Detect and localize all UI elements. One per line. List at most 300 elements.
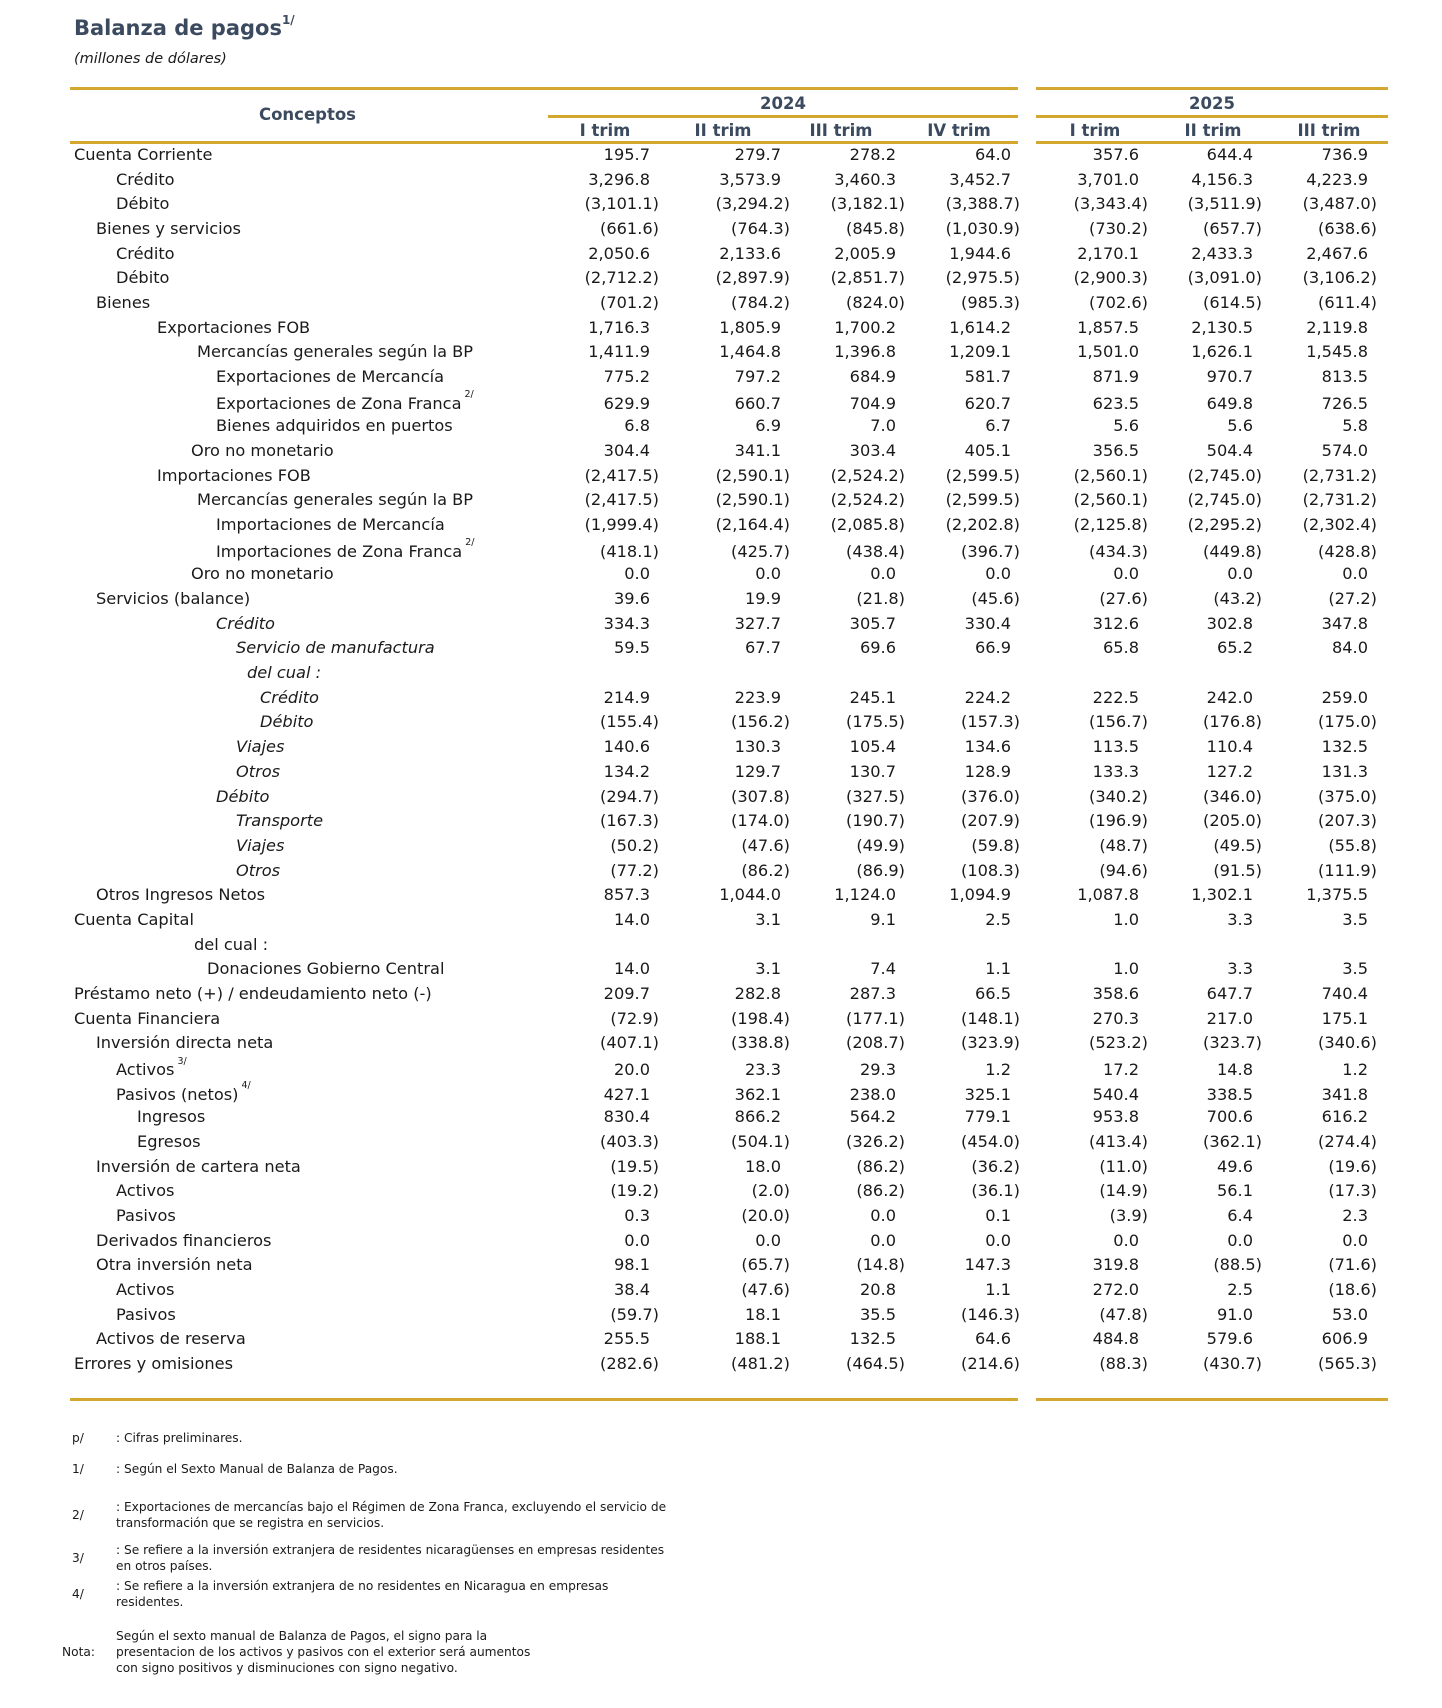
- cell-value: 2,119.8: [1306, 317, 1368, 337]
- top-rule-2025: [1036, 87, 1388, 90]
- cell-value: 726.5: [1321, 393, 1368, 413]
- cell-value: 282.8: [734, 983, 781, 1003]
- cell-value: 1,805.9: [719, 317, 781, 337]
- cell-value: (14.8): [856, 1255, 905, 1275]
- row-label: Viajes: [236, 835, 285, 855]
- cell-value: 358.6: [1092, 983, 1139, 1003]
- cell-value: (207.3): [1318, 811, 1377, 831]
- table-row: [0, 984, 1442, 1008]
- cell-value: 64.6: [974, 1329, 1011, 1349]
- row-label: Bienes: [96, 293, 151, 313]
- footnote-text: : Exportaciones de mercancías bajo el Régimen de Zona Franca, excluyendo el servicio de transformación que se registra en servicios.: [116, 1500, 667, 1530]
- cell-value: (2,302.4): [1302, 515, 1377, 535]
- cell-value: (2,560.1): [1073, 465, 1148, 485]
- concepts-column-header: Conceptos: [258, 105, 357, 124]
- table-row: [0, 170, 1442, 194]
- cell-value: (2,125.8): [1073, 515, 1148, 535]
- cell-value: 405.1: [964, 441, 1011, 461]
- cell-value: 1,396.8: [834, 342, 896, 362]
- cell-value: 3,460.3: [834, 169, 896, 189]
- cell-value: 132.5: [849, 1329, 896, 1349]
- cell-value: 110.4: [1206, 737, 1253, 757]
- cell-value: 0.3: [624, 1205, 650, 1225]
- cell-value: 29.3: [859, 1059, 896, 1079]
- cell-value: (55.8): [1328, 835, 1377, 855]
- cell-value: 132.5: [1321, 737, 1368, 757]
- table-row: [0, 1132, 1442, 1156]
- cell-value: (985.3): [961, 293, 1020, 313]
- quarter-header: III trim: [809, 121, 873, 140]
- cell-value: 4,223.9: [1306, 169, 1368, 189]
- cell-value: 0.0: [870, 564, 896, 584]
- cell-value: (86.2): [741, 860, 790, 880]
- table-row: [0, 564, 1442, 588]
- cell-value: (2,560.1): [1073, 490, 1148, 510]
- cell-value: (2,590.1): [715, 465, 790, 485]
- table-row: [0, 1009, 1442, 1033]
- cell-value: 0.0: [985, 1230, 1011, 1250]
- cell-value: (824.0): [846, 293, 905, 313]
- cell-value: (47.6): [741, 1279, 790, 1299]
- cell-value: 1,375.5: [1306, 885, 1368, 905]
- cell-value: (2,164.4): [715, 515, 790, 535]
- cell-value: 17.2: [1102, 1059, 1139, 1079]
- footnote-key: 3/: [72, 1551, 84, 1565]
- cell-value: 647.7: [1206, 983, 1253, 1003]
- cell-value: 279.7: [734, 145, 781, 164]
- cell-value: 5.6: [1227, 416, 1253, 436]
- table-row: [0, 466, 1442, 490]
- cell-value: (327.5): [846, 786, 905, 806]
- cell-value: (43.2): [1213, 589, 1262, 609]
- table-row: [0, 515, 1442, 539]
- title-footnote-ref: 1/: [281, 13, 295, 27]
- cell-value: (86.2): [856, 1156, 905, 1176]
- cell-value: 1,302.1: [1191, 885, 1253, 905]
- row-label: Oro no monetario: [191, 441, 334, 461]
- row-label: Mercancías generales según la BP: [197, 490, 474, 510]
- cell-value: 1,700.2: [834, 317, 896, 337]
- cell-value: 147.3: [964, 1255, 1011, 1275]
- table-row: [0, 663, 1442, 687]
- cell-value: (323.9): [961, 1033, 1020, 1053]
- cell-value: (208.7): [846, 1033, 905, 1053]
- cell-value: 18.1: [744, 1304, 781, 1324]
- cell-value: (323.7): [1203, 1033, 1262, 1053]
- cell-value: 2.3: [1342, 1205, 1368, 1225]
- cell-value: 338.5: [1206, 1084, 1253, 1104]
- cell-value: (86.2): [856, 1181, 905, 1201]
- cell-value: 1,464.8: [719, 342, 781, 362]
- cell-value: (425.7): [731, 541, 790, 561]
- cell-value: (27.2): [1328, 589, 1377, 609]
- cell-value: 866.2: [734, 1107, 781, 1127]
- cell-value: 302.8: [1206, 613, 1253, 633]
- cell-value: 238.0: [849, 1084, 896, 1104]
- cell-value: 2,133.6: [719, 243, 781, 263]
- cell-value: (454.0): [961, 1131, 1020, 1151]
- cell-value: 65.2: [1216, 638, 1253, 658]
- cell-value: 3.5: [1342, 909, 1368, 929]
- cell-value: (175.5): [846, 712, 905, 732]
- cell-value: 3.3: [1227, 959, 1253, 979]
- cell-value: (3,106.2): [1302, 268, 1377, 288]
- row-label: Crédito: [216, 613, 275, 633]
- table-row: [0, 1231, 1442, 1255]
- cell-value: 1.1: [985, 1279, 1011, 1299]
- cell-value: 209.7: [603, 983, 650, 1003]
- row-label: Préstamo neto (+) / endeudamiento neto (-): [74, 983, 432, 1003]
- table-row: [0, 441, 1442, 465]
- row-label: Crédito: [260, 687, 319, 707]
- cell-value: 6.9: [755, 416, 781, 436]
- cell-value: 91.0: [1216, 1304, 1253, 1324]
- cell-value: (449.8): [1203, 541, 1262, 561]
- cell-value: 0.0: [1342, 564, 1368, 584]
- cell-value: (2,417.5): [584, 490, 659, 510]
- cell-value: 327.7: [734, 613, 781, 633]
- cell-value: (464.5): [846, 1354, 905, 1373]
- cell-value: 14.0: [613, 909, 650, 929]
- cell-value: (338.8): [731, 1033, 790, 1053]
- cell-value: (27.6): [1099, 589, 1148, 609]
- cell-value: 0.0: [1227, 564, 1253, 584]
- cell-value: 7.0: [870, 416, 896, 436]
- cell-value: (2,897.9): [715, 268, 790, 288]
- cell-value: (48.7): [1099, 835, 1148, 855]
- table-row: [0, 1080, 1442, 1109]
- cell-value: 84.0: [1331, 638, 1368, 658]
- cell-value: (504.1): [731, 1131, 790, 1151]
- cell-value: (65.7): [741, 1255, 790, 1275]
- cell-value: 857.3: [603, 885, 650, 905]
- cell-value: 20.8: [859, 1279, 896, 1299]
- cell-value: (72.9): [610, 1008, 659, 1028]
- table-row: [0, 1157, 1442, 1181]
- cell-value: (294.7): [600, 786, 659, 806]
- cell-value: (190.7): [846, 811, 905, 831]
- table-row: [0, 861, 1442, 885]
- cell-value: (340.6): [1318, 1033, 1377, 1053]
- cell-value: (403.3): [600, 1131, 659, 1151]
- cell-value: (2,590.1): [715, 490, 790, 510]
- cell-value: (2,295.2): [1187, 515, 1262, 535]
- table-row: [0, 367, 1442, 391]
- row-label: Errores y omisiones: [74, 1354, 234, 1373]
- cell-value: 797.2: [734, 367, 781, 387]
- cell-value: 341.8: [1321, 1084, 1368, 1104]
- cell-value: (86.9): [856, 860, 905, 880]
- row-label: Cuenta Financiera: [74, 1008, 221, 1028]
- cell-value: 3,296.8: [588, 169, 650, 189]
- cell-value: (94.6): [1099, 860, 1148, 880]
- table-row: [0, 537, 1442, 566]
- cell-value: 3,452.7: [949, 169, 1011, 189]
- cell-value: 6.8: [624, 416, 650, 436]
- cell-value: 69.6: [859, 638, 896, 658]
- cell-value: 270.3: [1092, 1008, 1139, 1028]
- header-bottom-rule-2024: [70, 141, 1018, 144]
- row-label: Débito: [260, 712, 314, 732]
- cell-value: (375.0): [1318, 786, 1377, 806]
- footnote-key: 2/: [72, 1508, 84, 1522]
- quarter-header: II trim: [1184, 121, 1242, 140]
- cell-value: (3,182.1): [830, 194, 905, 214]
- row-label: Importaciones de Mercancía: [216, 515, 445, 535]
- cell-value: (307.8): [731, 786, 790, 806]
- cell-value: (19.2): [610, 1181, 659, 1201]
- row-label: Pasivos: [116, 1304, 176, 1324]
- cell-value: 3.5: [1342, 959, 1368, 979]
- table-row: [0, 787, 1442, 811]
- cell-value: (19.6): [1328, 1156, 1377, 1176]
- table-row: [0, 836, 1442, 860]
- row-label: Inversión de cartera neta: [96, 1156, 301, 1176]
- cell-value: 347.8: [1321, 613, 1368, 633]
- cell-value: 1,209.1: [949, 342, 1011, 362]
- cell-value: (156.7): [1089, 712, 1148, 732]
- cell-value: 581.7: [964, 367, 1011, 387]
- table-row: [0, 638, 1442, 662]
- footnote-key: p/: [72, 1431, 84, 1445]
- cell-value: (177.1): [846, 1008, 905, 1028]
- cell-value: 56.1: [1216, 1181, 1253, 1201]
- cell-value: 540.4: [1092, 1084, 1139, 1104]
- cell-value: (438.4): [846, 541, 905, 561]
- cell-value: (146.3): [961, 1304, 1020, 1324]
- cell-value: (396.7): [961, 541, 1020, 561]
- year-rule-2024: [548, 115, 1018, 118]
- table-row: [0, 762, 1442, 786]
- table-row: [0, 318, 1442, 342]
- cell-value: (2,851.7): [830, 268, 905, 288]
- footnote-key: 1/: [72, 1462, 84, 1476]
- table-row: [0, 910, 1442, 934]
- year-header-2025: 2025: [1189, 94, 1235, 113]
- cell-value: 427.1: [603, 1084, 650, 1104]
- row-label: Cuenta Corriente: [74, 145, 213, 164]
- footnote-text: : Se refiere a la inversión extranjera de no residentes en Nicaragua en empresas residentes.: [116, 1579, 609, 1609]
- cell-value: 2,433.3: [1191, 243, 1253, 263]
- table-row: [0, 416, 1442, 440]
- row-label: Crédito: [116, 169, 175, 189]
- cell-value: 18.0: [744, 1156, 781, 1176]
- cell-value: (20.0): [741, 1205, 790, 1225]
- cell-value: (36.1): [971, 1181, 1020, 1201]
- cell-value: 1,626.1: [1191, 342, 1253, 362]
- table-row: [0, 688, 1442, 712]
- table-row: [0, 1305, 1442, 1329]
- table-row: [0, 712, 1442, 736]
- cell-value: (282.6): [600, 1354, 659, 1373]
- cell-value: 1.0: [1113, 909, 1139, 929]
- cell-value: (3,487.0): [1302, 194, 1377, 214]
- cell-value: 1.1: [985, 959, 1011, 979]
- cell-value: 0.0: [870, 1205, 896, 1225]
- cell-value: 303.4: [849, 441, 896, 461]
- cell-value: 616.2: [1321, 1107, 1368, 1127]
- cell-value: 105.4: [849, 737, 896, 757]
- cell-value: (77.2): [610, 860, 659, 880]
- cell-value: (3,101.1): [584, 194, 659, 214]
- cell-value: (340.2): [1089, 786, 1148, 806]
- table-row: [0, 1181, 1442, 1205]
- cell-value: 188.1: [734, 1329, 781, 1349]
- table-row: [0, 1255, 1442, 1279]
- cell-value: 1.2: [985, 1059, 1011, 1079]
- cell-value: 0.0: [624, 1230, 650, 1250]
- cell-value: 23.3: [744, 1059, 781, 1079]
- cell-value: (611.4): [1318, 293, 1377, 313]
- cell-value: (638.6): [1318, 219, 1377, 239]
- cell-value: (175.0): [1318, 712, 1377, 732]
- cell-value: (413.4): [1089, 1131, 1148, 1151]
- cell-value: 6.7: [985, 416, 1011, 436]
- cell-value: 2,467.6: [1306, 243, 1368, 263]
- cell-value: 1.0: [1113, 959, 1139, 979]
- row-label: Ingresos: [137, 1107, 206, 1127]
- cell-value: (702.6): [1089, 293, 1148, 313]
- cell-value: (2,731.2): [1302, 490, 1377, 510]
- quarter-header: I trim: [1069, 121, 1121, 140]
- cell-value: (49.5): [1213, 835, 1262, 855]
- table-row: [0, 1354, 1442, 1378]
- table-row: [0, 737, 1442, 761]
- cell-value: 20.0: [613, 1059, 650, 1079]
- row-label: Débito: [116, 268, 170, 288]
- cell-value: 3.1: [755, 909, 781, 929]
- cell-value: (2,712.2): [584, 268, 659, 288]
- cell-value: 3,701.0: [1077, 169, 1139, 189]
- cell-value: 5.6: [1113, 416, 1139, 436]
- cell-value: 134.6: [964, 737, 1011, 757]
- cell-value: 127.2: [1206, 761, 1253, 781]
- footnote-ref: 2/: [464, 389, 474, 401]
- cell-value: 133.3: [1092, 761, 1139, 781]
- row-label: Crédito: [116, 243, 175, 263]
- cell-value: 356.5: [1092, 441, 1139, 461]
- cell-value: 2,130.5: [1191, 317, 1253, 337]
- cell-value: 564.2: [849, 1107, 896, 1127]
- cell-value: 1,857.5: [1077, 317, 1139, 337]
- footnote-text: Según el sexto manual de Balanza de Pagos, el signo para la presentacion de los activos y pasivos con el exterior será aumentos con signo positivos y disminuciones con signo negativo.: [116, 1629, 531, 1675]
- cell-value: (2,745.0): [1187, 465, 1262, 485]
- cell-value: 2.5: [985, 909, 1011, 929]
- cell-value: 39.6: [613, 589, 650, 609]
- cell-value: (196.9): [1089, 811, 1148, 831]
- cell-value: (18.6): [1328, 1279, 1377, 1299]
- cell-value: 504.4: [1206, 441, 1253, 461]
- table-row: [0, 959, 1442, 983]
- cell-value: 1,044.0: [719, 885, 781, 905]
- cell-value: 0.0: [755, 1230, 781, 1250]
- footnote-ref: 4/: [241, 1080, 251, 1092]
- cell-value: 740.4: [1321, 983, 1368, 1003]
- cell-value: (214.6): [961, 1354, 1020, 1373]
- row-label: Otros: [236, 761, 281, 781]
- cell-value: (71.6): [1328, 1255, 1377, 1275]
- cell-value: 128.9: [964, 761, 1011, 781]
- cell-value: 1,501.0: [1077, 342, 1139, 362]
- cell-value: 1,411.9: [588, 342, 650, 362]
- cell-value: (91.5): [1213, 860, 1262, 880]
- table-row: [0, 589, 1442, 613]
- cell-value: (2,599.5): [945, 465, 1020, 485]
- cell-value: 357.6: [1092, 145, 1139, 164]
- cell-value: 484.8: [1092, 1329, 1139, 1349]
- footnote-ref: 3/: [177, 1055, 187, 1067]
- bottom-rule-2024: [70, 1398, 1018, 1401]
- cell-value: 660.7: [734, 393, 781, 413]
- row-label: Cuenta Capital: [74, 909, 194, 929]
- row-label: Servicio de manufactura: [236, 638, 435, 658]
- cell-value: (407.1): [600, 1033, 659, 1053]
- cell-value: 140.6: [603, 737, 650, 757]
- cell-value: 0.0: [1113, 1230, 1139, 1250]
- cell-value: (274.4): [1318, 1131, 1377, 1151]
- cell-value: 775.2: [603, 367, 650, 387]
- cell-value: (148.1): [961, 1008, 1020, 1028]
- cell-value: 242.0: [1206, 687, 1253, 707]
- row-label: Débito: [216, 786, 270, 806]
- cell-value: 98.1: [613, 1255, 650, 1275]
- table-row: [0, 1107, 1442, 1131]
- cell-value: 278.2: [849, 145, 896, 164]
- cell-value: (428.8): [1318, 541, 1377, 561]
- cell-value: (362.1): [1203, 1131, 1262, 1151]
- cell-value: (174.0): [731, 811, 790, 831]
- row-label: Bienes adquiridos en puertos: [216, 416, 453, 436]
- cell-value: 953.8: [1092, 1107, 1139, 1127]
- cell-value: (523.2): [1089, 1033, 1148, 1053]
- cell-value: 2,005.9: [834, 243, 896, 263]
- cell-value: (198.4): [731, 1008, 790, 1028]
- table-row: [0, 194, 1442, 218]
- cell-value: 970.7: [1206, 367, 1253, 387]
- cell-value: 629.9: [603, 393, 650, 413]
- cell-value: (14.9): [1099, 1181, 1148, 1201]
- cell-value: (701.2): [600, 293, 659, 313]
- cell-value: 574.0: [1321, 441, 1368, 461]
- cell-value: (21.8): [856, 589, 905, 609]
- cell-value: 1,944.6: [949, 243, 1011, 263]
- cell-value: 1,124.0: [834, 885, 896, 905]
- cell-value: 0.1: [985, 1205, 1011, 1225]
- cell-value: (376.0): [961, 786, 1020, 806]
- cell-value: 64.0: [974, 145, 1011, 164]
- cell-value: (2,975.5): [945, 268, 1020, 288]
- cell-value: 59.5: [613, 638, 650, 658]
- row-label: Viajes: [236, 737, 285, 757]
- cell-value: (47.8): [1099, 1304, 1148, 1324]
- table-row: [0, 1280, 1442, 1304]
- cell-value: 304.4: [603, 441, 650, 461]
- row-label: Bienes y servicios: [96, 219, 241, 239]
- row-label: Exportaciones FOB: [157, 317, 311, 337]
- table-row: [0, 268, 1442, 292]
- row-label: Exportaciones de Zona Franca $^{2/}$: [216, 389, 474, 413]
- cell-value: 330.4: [964, 613, 1011, 633]
- cell-value: 217.0: [1206, 1008, 1253, 1028]
- cell-value: (205.0): [1203, 811, 1262, 831]
- row-label: Inversión directa neta: [96, 1033, 274, 1053]
- cell-value: (481.2): [731, 1354, 790, 1373]
- cell-value: 38.4: [613, 1279, 650, 1299]
- cell-value: (36.2): [971, 1156, 1020, 1176]
- cell-value: 0.0: [1113, 564, 1139, 584]
- year-header-2024: 2024: [760, 94, 806, 113]
- year-rule-2025: [1036, 115, 1388, 118]
